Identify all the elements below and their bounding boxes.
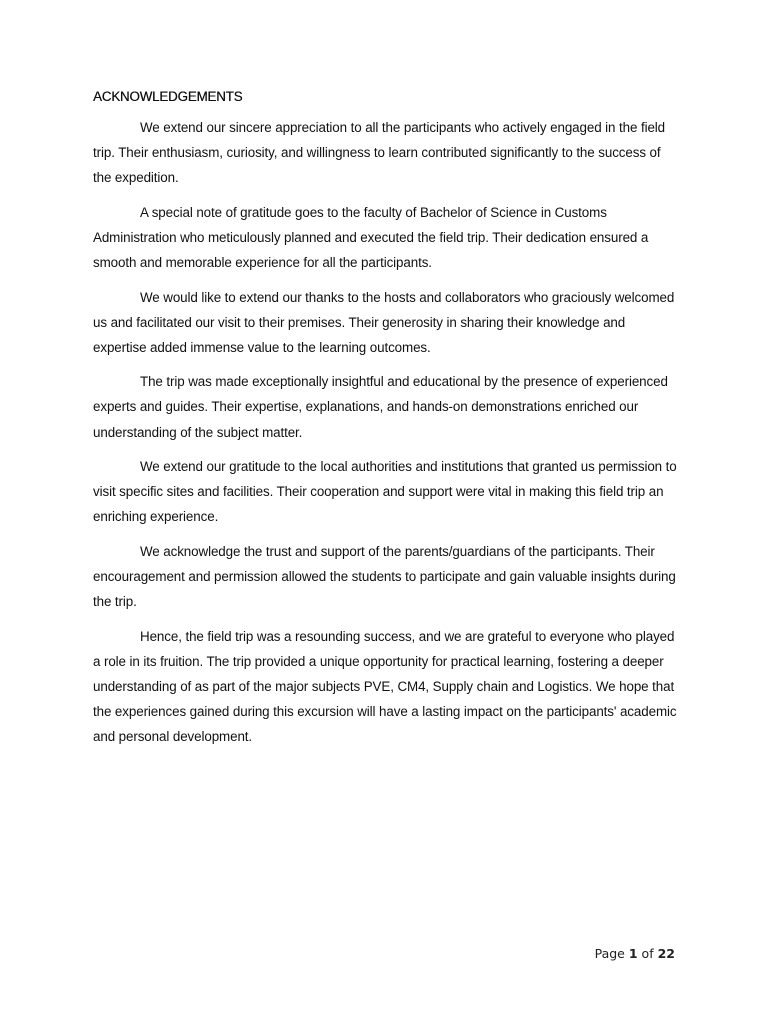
page-content: [93, 88, 677, 759]
section-heading: ACKNOWLEDGEMENTS: [93, 89, 243, 104]
paragraph-conclusion: Hence, the field trip was a resounding success, and we are grateful to everyone who played a role in its fruition. The trip provided a unique opportunity for practical learning, fostering a deeper understanding of as part of the major subjects PVE, CM4, Supply chain and Logistics. We hope that the experiences gained during this excursion will have a lasting impact on the participants' academic and personal development.: [93, 628, 677, 745]
page-number: [595, 946, 675, 961]
paragraph-parents: We acknowledge the trust and support of the parents/guardians of the participants. Their encouragement and permission allowed the students to participate and gain valuable insights during the trip.: [93, 543, 676, 610]
paragraph-authorities: We extend our gratitude to the local authorities and institutions that granted us permission to visit specific sites and facilities. Their cooperation and support were vital in making this field trip an enriching experience.: [93, 459, 677, 525]
paragraph-hosts: We would like to extend our thanks to the hosts and collaborators who graciously welcomed us and facilitated our visit to their premises. Their generosity in sharing their knowledge and expertise added immense value to the learning outcomes.: [93, 289, 675, 355]
of-label: of: [641, 946, 654, 961]
paragraph-faculty: A special note of gratitude goes to the faculty of Bachelor of Science in Customs Administration who meticulously planned and executed the field trip. Their dedication ensured a smooth and memorable experience for all the participants.: [93, 204, 649, 270]
total-pages-number: 22: [657, 946, 675, 961]
paragraph-participants: We extend our sincere appreciation to all the participants who actively engaged in the field trip. Their enthusiasm, curiosity, and willingness to learn contributed significantly to the success of the expedition.: [93, 120, 666, 186]
page-label: Page: [594, 946, 625, 961]
paragraph-experts: The trip was made exceptionally insightful and educational by the presence of experienced experts and guides. Their expertise, explanations, and hands-on demonstrations enriched our understanding of the subject matter.: [93, 374, 668, 440]
current-page-number: 1: [628, 946, 638, 961]
